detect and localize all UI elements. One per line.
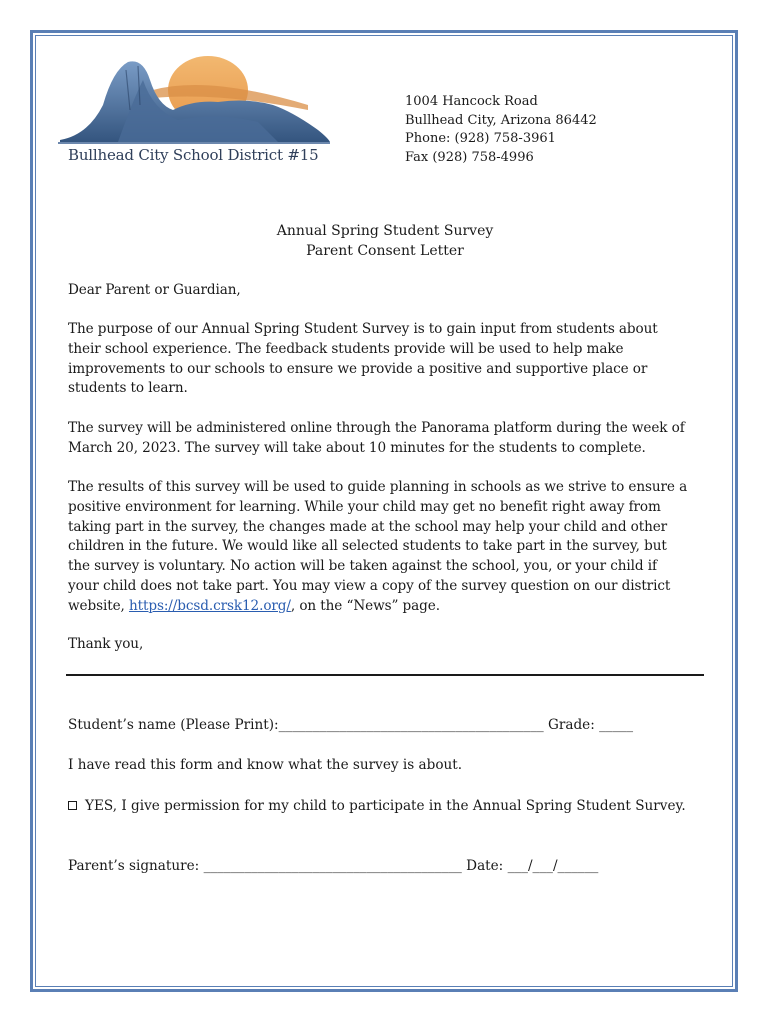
paragraph-line: their school experience. The feedback students provide will be used to help make [68,340,624,357]
paragraph-line: The purpose of our Annual Spring Student Survey is to gain input from students about [68,321,658,337]
letter-title [0,221,770,261]
salutation: Dear Parent or Guardian, [68,282,241,298]
title-line-1: Annual Spring Student Survey [276,223,494,239]
paragraph-purpose [68,320,708,399]
permission-checkbox[interactable] [68,801,77,810]
address-line: Bullhead City, Arizona 86442 [405,112,597,128]
paragraph-line: positive environment for learning. While your child may get no benefit right away from [68,498,661,515]
link-prefix: website, [68,597,129,614]
phone-line: Phone: (928) 758-3961 [405,131,556,146]
paragraph-line: students to learn. [68,380,188,397]
paragraph-line: improvements to our schools to ensure we provide a positive and supportive place or [68,360,648,377]
permission-label: YES, I give permission for my child to participate in the Annual Spring Student Survey. [85,798,686,814]
link-suffix: , on the “News” page. [290,597,440,614]
divider-line [66,674,704,676]
district-address [405,93,597,167]
paragraph-line: your child does not take part. You may view a copy of the survey question on our district [68,577,671,594]
signature-field[interactable]: Parent’s signature: ______________________________________ Date: ___/___/______ [68,858,599,874]
district-name: Bullhead City School District #15 [68,146,319,164]
permission-option[interactable] [68,798,686,814]
district-website-link[interactable]: https://bcsd.crsk12.org/ [128,597,291,614]
paragraph-line: children in the future. We would like all selected students to take part in the survey, but [68,538,667,555]
student-name-field[interactable]: Student’s name (Please Print):_______________________________________ Grade: _____ [68,717,634,733]
paragraph-line: March 20, 2023. The survey will take about 10 minutes for the students to complete. [68,439,646,456]
paragraph-line: The survey will be administered online through the Panorama platform during the week of [68,420,685,436]
paragraph-results [68,478,708,617]
paragraph-line-with-link [68,597,708,617]
paragraph-line: taking part in the survey, the changes made at the school may help your child and other [68,518,668,535]
paragraph-line: the survey is voluntary. No action will be taken against the school, you, or your child if [68,558,657,575]
title-line-2: Parent Consent Letter [306,243,464,259]
closing: Thank you, [68,636,144,652]
fax-line: Fax (928) 758-4996 [405,149,534,165]
address-line: 1004 Hancock Road [405,94,538,109]
paragraph-administration [68,419,708,459]
paragraph-line: The results of this survey will be used to guide planning in schools as we strive to ensure a [68,479,688,495]
read-statement: I have read this form and know what the survey is about. [68,757,463,773]
